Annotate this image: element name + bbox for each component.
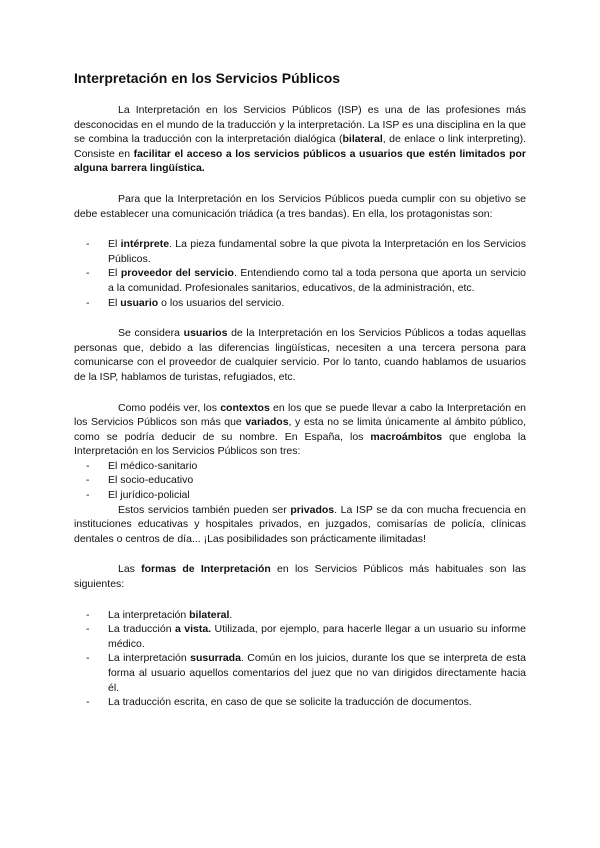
bold-text: facilitar el acceso a los servicios públicos a usuarios que estén limitados por alguna barrera lingüística. <box>74 147 526 175</box>
text: o los usuarios del servicio. <box>158 296 285 309</box>
text: . Común en los juicios, durante los que se interpreta de esta forma al usuario aquellos comentarios del juez que no van dirigidos directamente hacia él. <box>108 652 526 694</box>
dash-bullet: - <box>86 238 90 251</box>
ambitos-list <box>74 459 526 503</box>
bold-text: formas de Interpretación <box>141 563 271 576</box>
dash-bullet: - <box>86 623 90 636</box>
bold-text: a vista. <box>174 623 212 636</box>
list-item <box>74 237 526 266</box>
text: en los Servicios Públicos más habituales son las siguientes: <box>74 563 526 591</box>
text: . La pieza fundamental sobre la que pivota la Interpretación en los Servicios Públicos. <box>108 238 526 265</box>
text: La Interpretación en los Servicios Públicos (ISP) es una de las profesiones más desconocidas en el mundo de la traducción y la interpretación. La ISP es una disciplina en la que se combina la traducción con la interpretación dialógica ( <box>74 104 526 146</box>
bold-text: bilateral <box>189 608 230 621</box>
text: La interpretación <box>108 652 191 665</box>
bold-text: macroámbitos <box>370 430 443 443</box>
text: Estos servicios también pueden ser <box>118 503 291 516</box>
dash-bullet: - <box>86 608 90 621</box>
text: en los que se puede llevar a cabo la Interpretación en los Servicios Públicos son más que <box>74 401 526 429</box>
list-item <box>74 651 526 695</box>
text: que engloba la Interpretación en los Servicios Públicos son tres: <box>74 430 526 458</box>
paragraph-protagonists-intro: Para que la Interpretación en los Servicios Públicos pueda cumplir con su objetivo se debe establecer una comunicación triádica (a tres bandas). En ella, los protagonistas son: <box>74 192 526 220</box>
list-item <box>74 608 526 623</box>
list-item <box>74 296 526 311</box>
dash-bullet: - <box>86 489 90 502</box>
dash-bullet: - <box>86 652 90 665</box>
formas-list <box>74 608 526 710</box>
text: Como podéis ver, los <box>118 401 221 414</box>
protagonists-list <box>74 237 526 310</box>
bold-text: variados <box>245 416 289 429</box>
bold-text: usuario <box>120 296 159 309</box>
text: El <box>108 238 121 251</box>
dash-bullet: - <box>86 459 90 472</box>
text: , y esta no se limita únicamente al ámbito público, como se podría deducir de su nombre. En España, los <box>74 416 527 443</box>
bold-text: proveedor del servicio <box>120 267 234 280</box>
text: El socio-educativo <box>108 474 194 487</box>
text: Utilizada, por ejemplo, para hacerle llegar a un usuario su informe médico. <box>108 623 527 650</box>
bold-text: bilateral <box>342 133 383 146</box>
list-item <box>74 695 526 710</box>
text: El <box>108 267 121 280</box>
list-item <box>74 622 526 651</box>
text: La traducción <box>108 623 175 636</box>
list-item <box>74 459 526 474</box>
text: Las <box>118 563 142 576</box>
bold-text: contextos <box>220 401 270 414</box>
bold-text: intérprete <box>120 238 170 251</box>
text: Se considera <box>118 327 184 340</box>
list-item <box>74 488 526 503</box>
paragraph-usuarios <box>74 326 526 384</box>
bold-text: privados <box>290 503 335 516</box>
text: El médico-sanitario <box>108 459 198 472</box>
text: La traducción escrita, en caso de que se solicite la traducción de documentos. <box>108 696 472 709</box>
dash-bullet: - <box>86 474 90 487</box>
paragraph-formas <box>74 562 526 591</box>
text: , de enlace o link interpreting). Consiste en <box>74 133 526 160</box>
text: . La ISP se da con mucha frecuencia en instituciones educativas y hospitales privados, en juzgados, comisarías de policía, clínicas dentales o centros de día... ¡Las posibilidades son prácticamente ilimitadas! <box>74 503 526 545</box>
dash-bullet: - <box>86 296 90 309</box>
dash-bullet: - <box>86 696 90 709</box>
list-item <box>74 473 526 488</box>
text: El jurídico-policial <box>108 489 190 502</box>
dash-bullet: - <box>86 267 90 280</box>
document-title: Interpretación en los Servicios Públicos <box>74 70 341 86</box>
text: de la Interpretación en los Servicios Públicos a todas aquellas personas que, debido a las diferencias lingüísticas, necesiten a una tercera persona para comunicarse con el proveedor de cualquier servicio. Por lo tanto, cuando hablamos de usuarios de la ISP, hablamos de turistas, refugiados, etc. <box>74 327 526 383</box>
bold-text: susurrada <box>190 652 241 665</box>
list-item <box>74 266 526 295</box>
text: . Entendiendo como tal a toda persona que aporta un servicio a la comunidad. Profesionales sanitarios, educativos, de la administración, etc. <box>108 267 527 294</box>
text: . <box>229 608 233 621</box>
bold-text: usuarios <box>183 327 228 340</box>
paragraph-intro <box>74 103 526 176</box>
text: La interpretación <box>108 608 190 621</box>
paragraph-contextos <box>74 401 526 459</box>
paragraph-privados <box>74 503 526 547</box>
text: El <box>108 296 121 309</box>
